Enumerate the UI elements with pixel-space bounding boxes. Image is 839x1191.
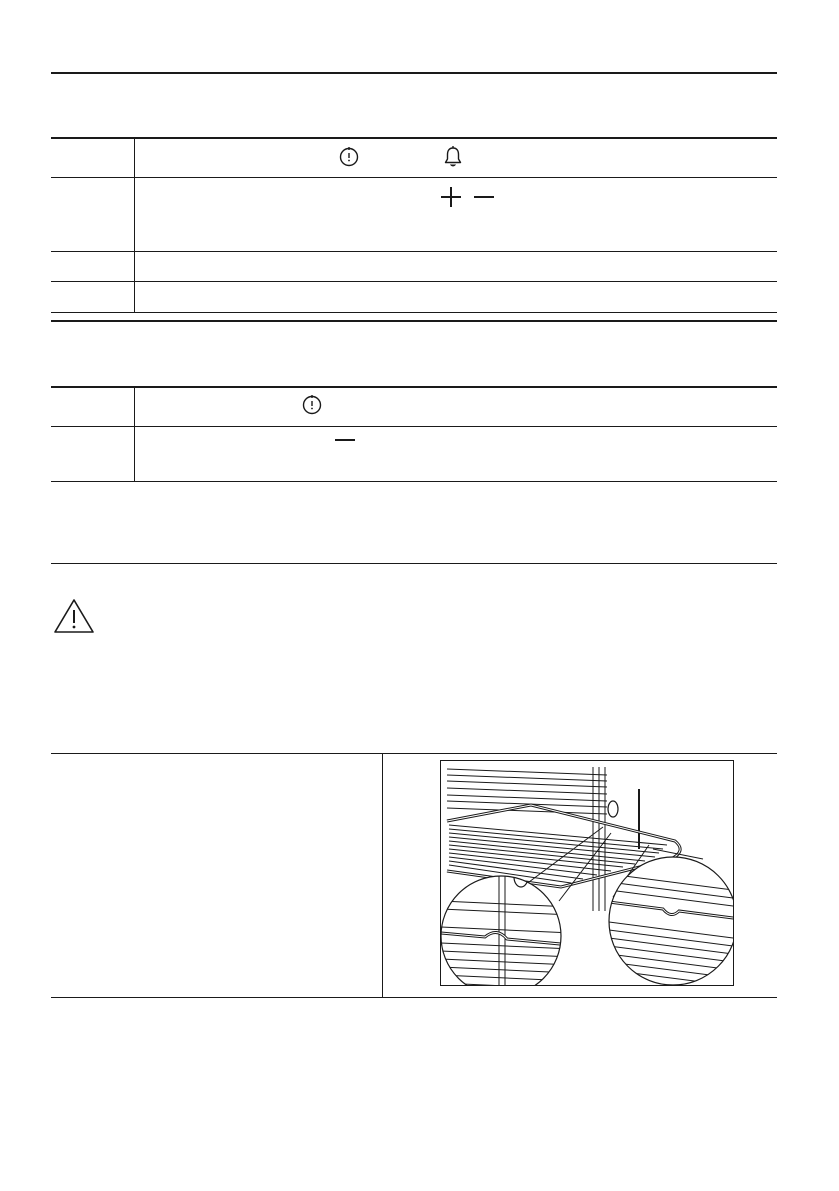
table-row [51, 388, 777, 427]
section-rule [51, 563, 777, 564]
step-number [51, 281, 135, 312]
table-row [51, 139, 777, 178]
minus-icon [472, 185, 496, 209]
step-number [51, 251, 135, 281]
step-description [137, 177, 777, 251]
clock-steps-table [51, 139, 777, 313]
step-number [51, 388, 135, 426]
warning-triangle-icon [53, 598, 95, 634]
section-rule [51, 320, 777, 322]
oven-shelf-drawing [441, 761, 734, 986]
step-description [137, 281, 777, 312]
table-row [51, 426, 777, 482]
step-description [137, 251, 777, 281]
minus-icon [333, 433, 357, 447]
section-bottom-rule [51, 997, 777, 998]
top-section-rule [51, 72, 777, 74]
plus-icon [439, 185, 463, 209]
timer-steps-table [51, 388, 777, 482]
clock-icon [301, 394, 323, 416]
step-number [51, 177, 135, 251]
step-number [51, 139, 135, 177]
table-row [51, 177, 777, 252]
step-description [137, 426, 777, 481]
clock-icon [338, 146, 360, 168]
bell-icon [442, 145, 464, 169]
step-number [51, 426, 135, 481]
oven-shelf-illustration [440, 760, 734, 986]
step-description [137, 388, 777, 426]
column-divider [382, 753, 383, 998]
step-description [137, 139, 777, 177]
section-rule [51, 753, 777, 754]
table-row [51, 251, 777, 282]
table-row [51, 281, 777, 313]
